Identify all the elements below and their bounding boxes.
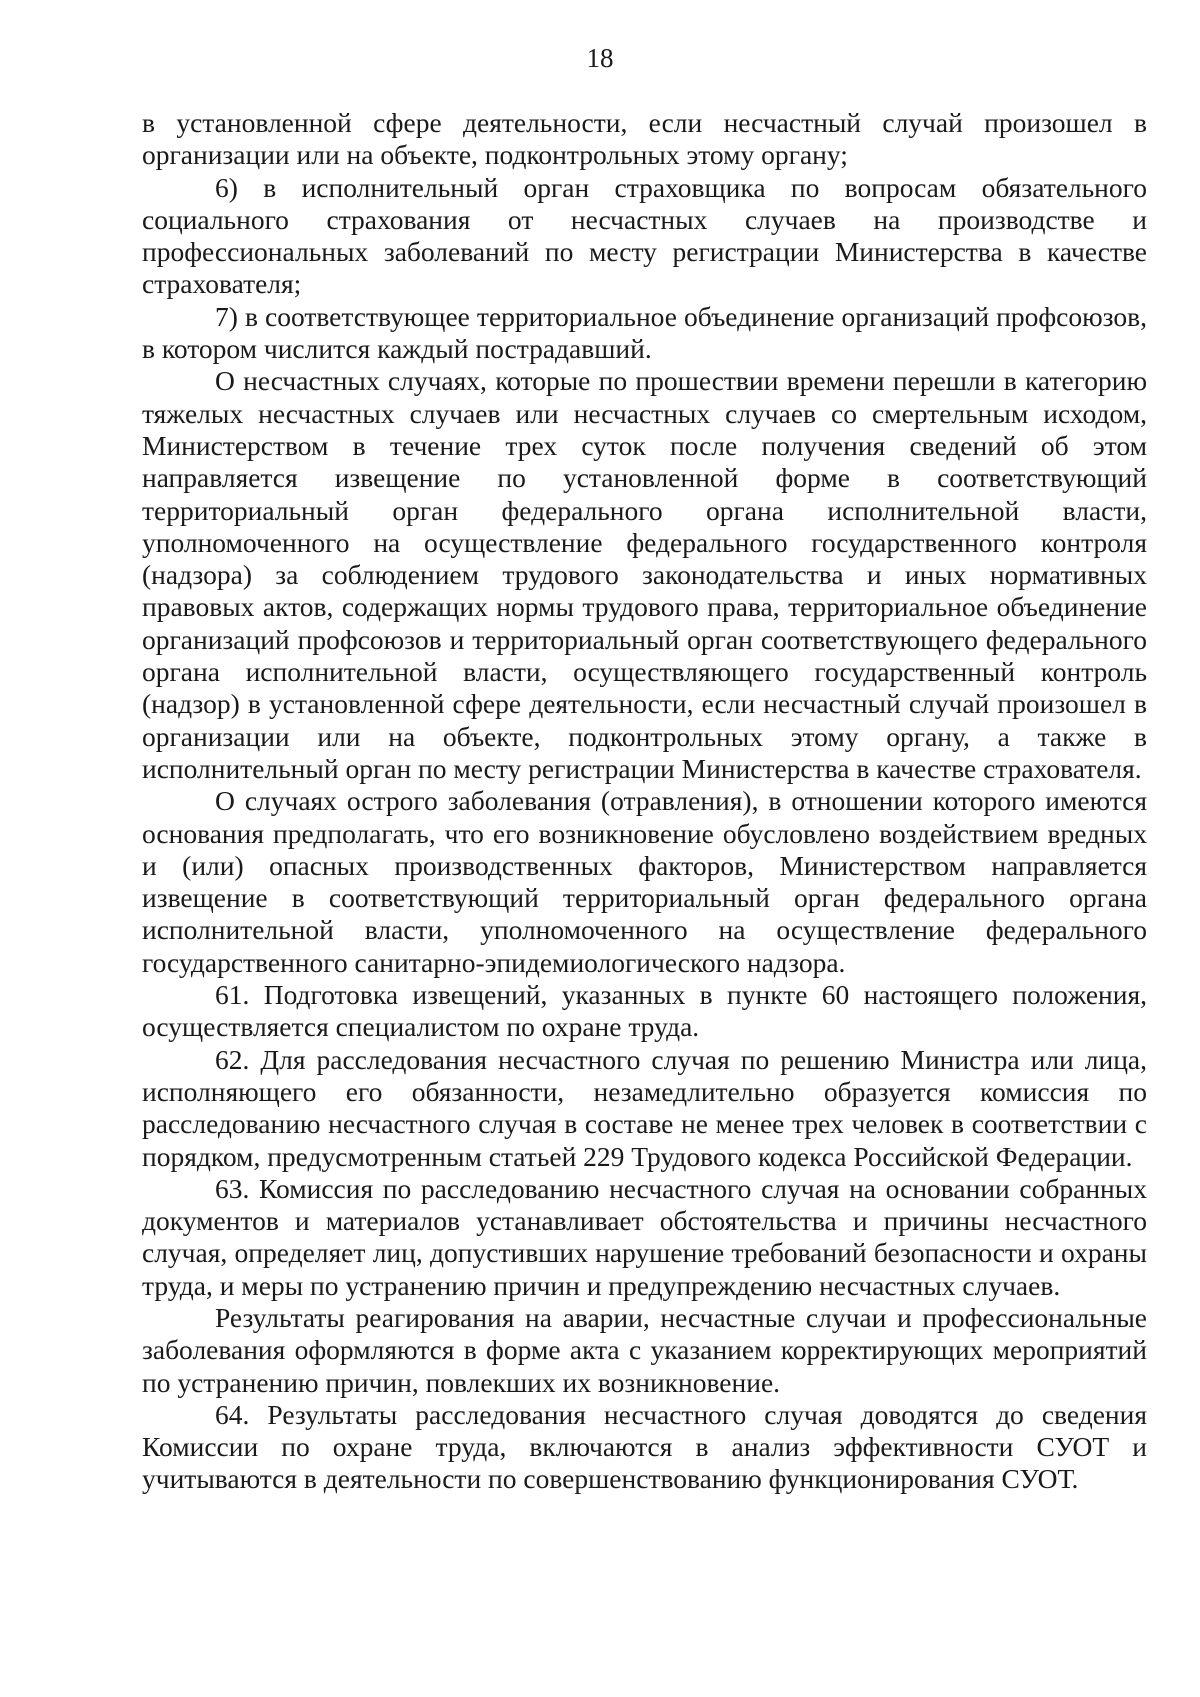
paragraph-64: 64. Результаты расследования несчастного случая доводятся до сведения Комиссии по охране труда, включаются в анализ эффективности СУОТ и учитываются в деятельности по совершенствованию функционирования СУОТ. (142, 1398, 1147, 1495)
paragraph-item-6: 6) в исполнительный орган страховщика по вопросам обязательного социального страхования от несчастных случаев на производстве и профессиональных заболеваний по месту регистрации Министерства в качестве страхователя; (142, 171, 1147, 300)
paragraph-results: Результаты реагирования на аварии, несчастные случаи и профессиональные заболевания оформляются в форме акта с указанием корректирующих мероприятий по устранению причин, повлекших их возникновение. (142, 1301, 1147, 1398)
paragraph-acute-illness: О случаях острого заболевания (отравления), в отношении которого имеются основания предполагать, что его возникновение обусловлено воздействием вредных и (или) опасных производственных факторов, Министерством направляется извещение в соответствующий территориальный орган федерального органа исполнительной власти, уполномоченного на осуществление федерального государственного санитарно-эпидемиологического надзора. (142, 785, 1147, 978)
document-body (142, 107, 1147, 1496)
paragraph-transfer-notice: О несчастных случаях, которые по прошествии времени перешли в категорию тяжелых несчастных случаев или несчастных случаев со смертельным исходом, Министерством в течение трех суток после получения сведений об этом направляется извещение по установленной форме в соответствующий территориальный орган федерального органа исполнительной власти, уполномоченного на осуществление федерального государственного контроля (надзора) за соблюдением трудового законодательства и иных нормативных правовых актов, содержащих нормы трудового права, территориальное объединение организаций профсоюзов и территориальный орган соответствующего федерального органа исполнительной власти, осуществляющего государственный контроль (надзор) в установленной сфере деятельности, если несчастный случай произошел в организации или на объекте, подконтрольных этому органу, а также в исполнительный орган по месту регистрации Министерства в качестве страхователя. (142, 365, 1147, 784)
paragraph-61: 61. Подготовка извещений, указанных в пункте 60 настоящего положения, осуществляется специалистом по охране труда. (142, 979, 1147, 1043)
paragraph-62: 62. Для расследования несчастного случая по решению Министра или лица, исполняющего его обязанности, незамедлительно образуется комиссия по расследованию несчастного случая в составе не менее трех человек в соответствии с порядком, предусмотренным статьей 229 Трудового кодекса Российской Федерации. (142, 1043, 1147, 1172)
paragraph-item-7: 7) в соответствующее территориальное объединение организаций профсоюзов, в котором числится каждый пострадавший. (142, 300, 1147, 365)
page-number: 18 (586, 43, 614, 73)
paragraph-continuation: в установленной сфере деятельности, если несчастный случай произошел в организации или на объекте, подконтрольных этому органу; (142, 107, 1147, 171)
paragraph-63: 63. Комиссия по расследованию несчастного случая на основании собранных документов и материалов устанавливает обстоятельства и причины несчастного случая, определяет лиц, допустивших нарушение требований безопасности и охраны труда, и меры по устранению причин и предупреждению несчастных случаев. (142, 1172, 1147, 1301)
